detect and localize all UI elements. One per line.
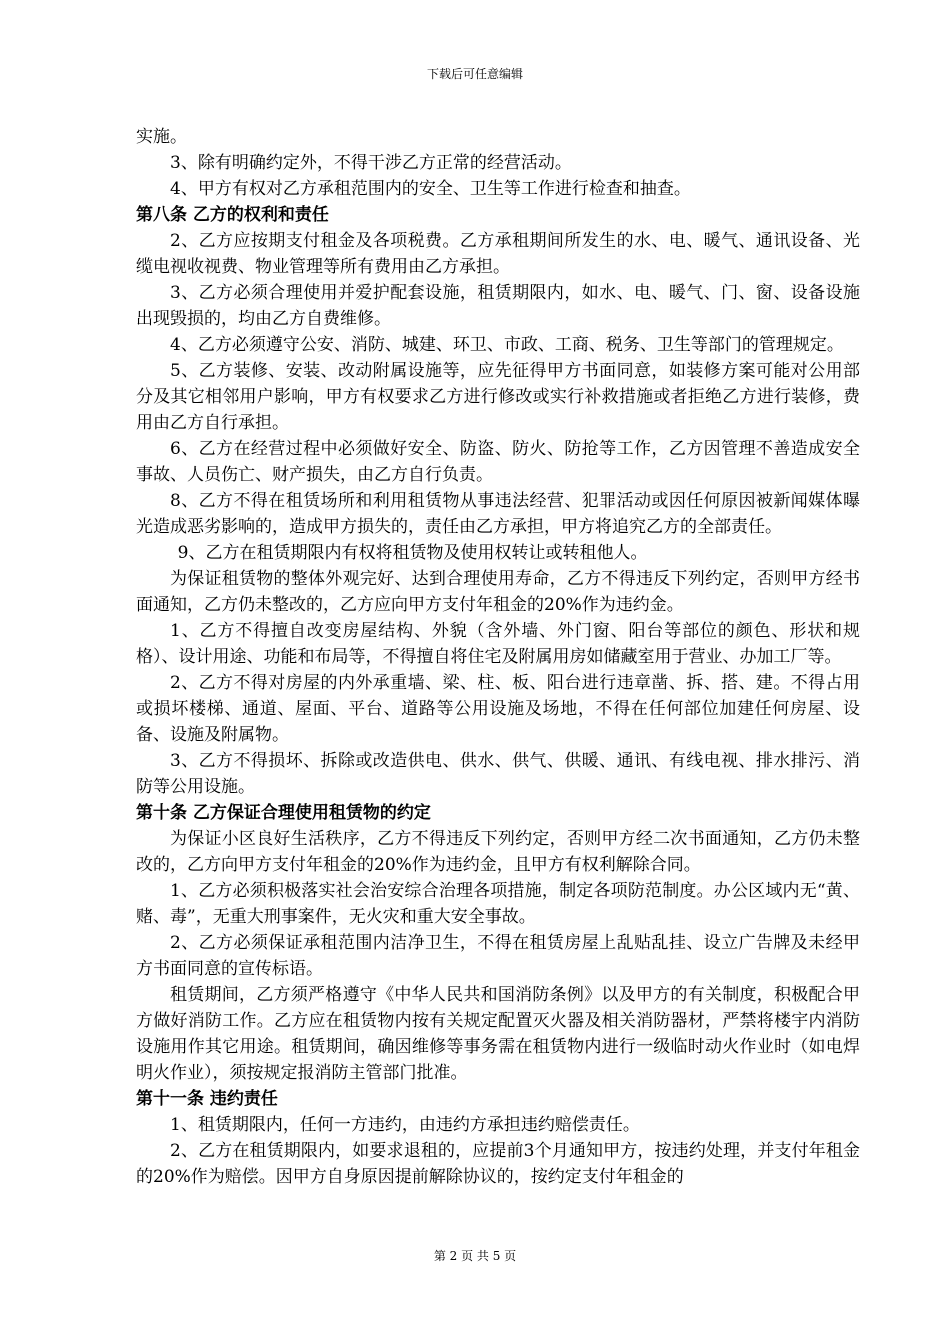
paragraph: 4、甲方有权对乙方承租范围内的安全、卫生等工作进行检查和抽查。: [170, 179, 691, 199]
paragraph: 1、乙方不得擅自改变房屋结构、外貌（含外墙、外门窗、阳台等部位的颜色、形状和规格）、设计用途、功能和布局等，不得擅自将住宅及附属用房如储藏室用于营业、办加工厂等。: [136, 621, 860, 667]
paragraph: 9、乙方在租赁期限内有权将租赁物及使用权转让或转租他人。: [177, 543, 648, 563]
document-body: [136, 124, 860, 1190]
page-header: [0, 66, 950, 82]
paragraph: 6、乙方在经营过程中必须做好安全、防盗、防火、防抢等工作，乙方因管理不善造成安全事故、人员伤亡、财产损失，由乙方自行负责。: [136, 439, 860, 485]
header-text: 下载后可任意编辑: [426, 67, 523, 81]
page-number: 第 2 页 共 5 页: [433, 1249, 517, 1263]
paragraph: 2、乙方必须保证承租范围内洁净卫生，不得在租赁房屋上乱贴乱挂、设立广告牌及未经甲方书面同意的宣传标语。: [136, 933, 860, 979]
paragraph: 2、乙方不得对房屋的内外承重墙、梁、柱、板、阳台进行违章凿、拆、搭、建。不得占用或损坏楼梯、通道、屋面、平台、道路等公用设施及场地，不得在任何部位加建任何房屋、设备、设施及附属物。: [136, 673, 860, 745]
paragraph: 3、除有明确约定外，不得干涉乙方正常的经营活动。: [170, 153, 572, 173]
section-heading-article-11: 第十一条 违约责任: [136, 1089, 278, 1109]
paragraph: 为保证租赁物的整体外观完好、达到合理使用寿命，乙方不得违反下列约定，否则甲方经书面通知，乙方仍未整改的，乙方应向甲方支付年租金的20%作为违约金。: [136, 569, 860, 615]
paragraph: 1、乙方必须积极落实社会治安综合治理各项措施，制定各项防范制度。办公区域内无“黄、赌、毒”，无重大刑事案件，无火灾和重大安全事故。: [136, 881, 860, 927]
paragraph: 8、乙方不得在租赁场所和利用租赁物从事违法经营、犯罪活动或因任何原因被新闻媒体曝光造成恶劣影响的，造成甲方损失的，责任由乙方承担，甲方将追究乙方的全部责任。: [136, 491, 860, 537]
paragraph: 为保证小区良好生活秩序，乙方不得违反下列约定，否则甲方经二次书面通知，乙方仍未整改的，乙方向甲方支付年租金的20%作为违约金，且甲方有权利解除合同。: [136, 829, 860, 875]
paragraph: 2、乙方在租赁期限内，如要求退租的，应提前3个月通知甲方，按违约处理，并支付年租金的20%作为赔偿。因甲方自身原因提前解除协议的，按约定支付年租金的: [136, 1141, 860, 1187]
paragraph: 5、乙方装修、安装、改动附属设施等，应先征得甲方书面同意，如装修方案可能对公用部分及其它相邻用户影响，甲方有权要求乙方进行修改或实行补救措施或者拒绝乙方进行装修，费用由乙方自行承担。: [136, 361, 860, 433]
page-footer: [0, 1248, 950, 1264]
paragraph: 租赁期间，乙方须严格遵守《中华人民共和国消防条例》以及甲方的有关制度，积极配合甲方做好消防工作。乙方应在租赁物内按有关规定配置灭火器及相关消防器材，严禁将楼宇内消防设施用作其它用途。租赁期间，确因维修等事务需在租赁物内进行一级临时动火作业时（如电焊明火作业），须按规定报消防主管部门批准。: [136, 985, 860, 1083]
paragraph: 2、乙方应按期支付租金及各项税费。乙方承租期间所发生的水、电、暖气、通讯设备、光缆电视收视费、物业管理等所有费用由乙方承担。: [136, 231, 860, 277]
section-heading-article-8: 第八条 乙方的权利和责任: [136, 205, 329, 225]
paragraph: 1、租赁期限内，任何一方违约，由违约方承担违约赔偿责任。: [170, 1115, 640, 1135]
paragraph-continuation: 实施。: [136, 127, 187, 147]
paragraph: 3、乙方不得损坏、拆除或改造供电、供水、供气、供暖、通讯、有线电视、排水排污、消防等公用设施。: [136, 751, 860, 797]
paragraph: 3、乙方必须合理使用并爱护配套设施，租赁期限内，如水、电、暖气、门、窗、设备设施出现毁损的，均由乙方自费维修。: [136, 283, 860, 329]
section-heading-article-10: 第十条 乙方保证合理使用租赁物的约定: [136, 803, 431, 823]
paragraph: 4、乙方必须遵守公安、消防、城建、环卫、市政、工商、税务、卫生等部门的管理规定。: [170, 335, 844, 355]
